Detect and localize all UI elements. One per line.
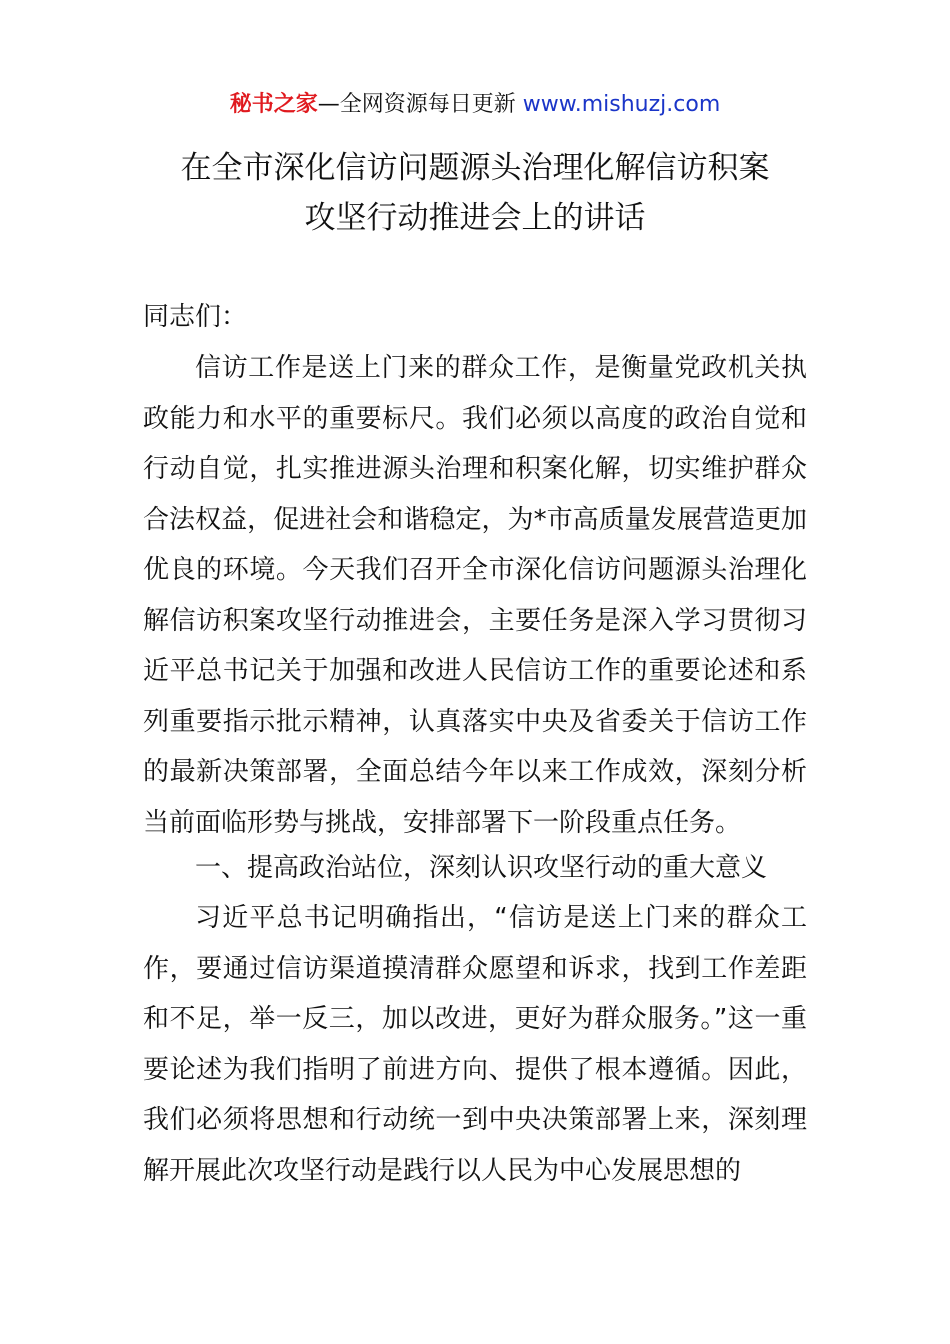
site-url-link[interactable]: www.mishuzj.com <box>522 92 721 117</box>
brand-name: 秘书之家 <box>229 92 318 117</box>
header-tagline: —全网资源每日更新 <box>317 92 523 117</box>
salutation: 同志们： <box>143 302 248 332</box>
section-heading-1: 一、提高政治站位，深刻认识攻坚行动的重大意义 <box>195 853 768 883</box>
site-header <box>0 89 950 121</box>
document-title-line-1: 在全市深化信访问题源头治理化解信访积案 <box>180 150 770 186</box>
body-paragraph-1: 信访工作是送上门来的群众工作，是衡量党政机关执政能力和水平的重要标尺。我们必须以高度的政治自觉和行动自觉，扎实推进源头治理和积案化解，切实维护群众合法权益，促进社会和谐稳定，为*市高质量发展营造更加优良的环境。今天我们召开全市深化信访问题源头治理化解信访积案攻坚行动推进会，主要任务是深入学习贯彻习近平总书记关于加强和改进人民信访工作的重要论述和系列重要指示批示精神，认真落实中央及省委关于信访工作的最新决策部署，全面总结今年以来工作成效，深刻分析当前面临形势与挑战，安排部署下一阶段重点任务。 <box>143 353 807 838</box>
document-title-line-2: 攻坚行动推进会上的讲话 <box>304 200 646 236</box>
body-paragraph-2: 习近平总书记明确指出，“信访是送上门来的群众工作，要通过信访渠道摸清群众愿望和诉求，找到工作差距和不足，举一反三，加以改进，更好为群众服务。”这一重要论述为我们指明了前进方向、提供了根本遵循。因此，我们必须将思想和行动统一到中央决策部署上来，深刻理解开展此次攻坚行动是践行以人民为中心发展思想的 <box>143 903 807 1186</box>
